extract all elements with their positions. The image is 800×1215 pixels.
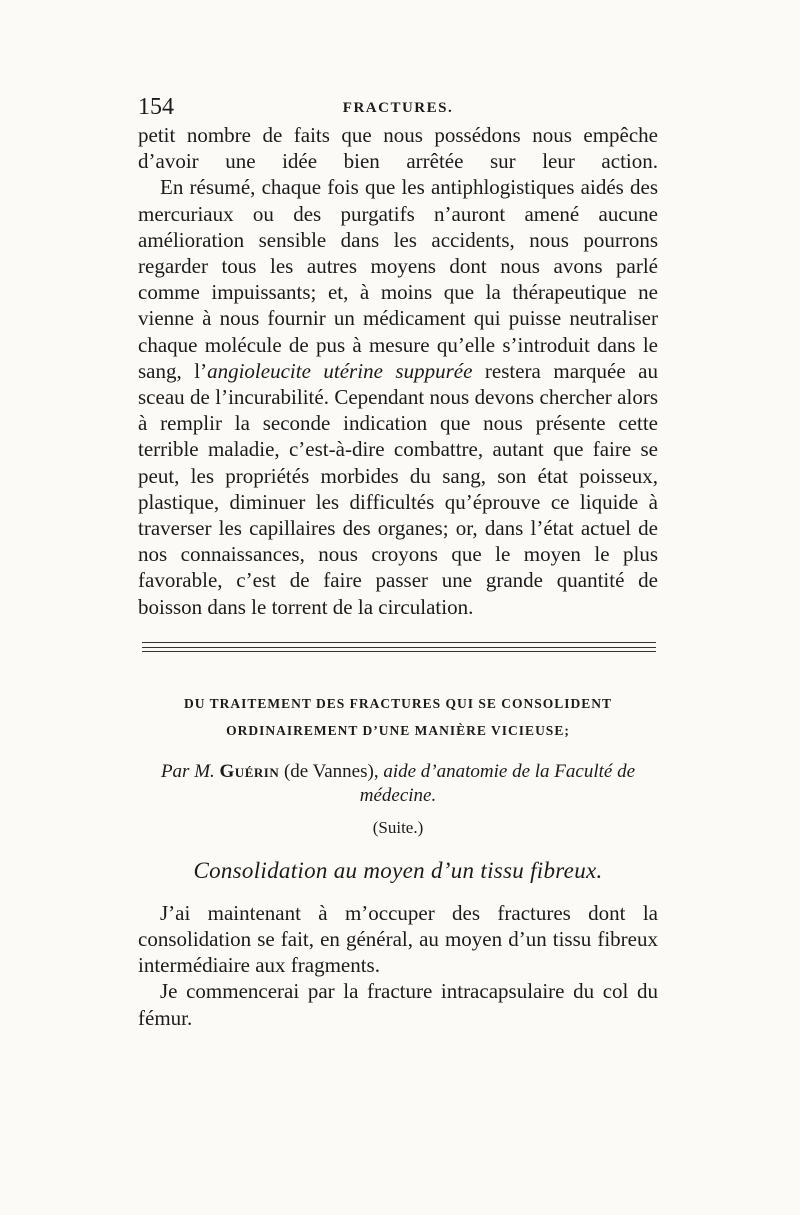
paragraph-summary-italic: angioleucite utérine suppurée [207, 358, 473, 383]
running-title: FRACTURES. [342, 100, 454, 116]
page-number: 154 [138, 94, 174, 120]
article-title-line-2: ORDINAIREMENT D’UNE MANIÈRE VICIEUSE; [226, 722, 570, 738]
byline-location: (de Vannes), [279, 760, 384, 782]
byline-par: Par M. [160, 760, 220, 782]
byline-role: aide d’anatomie de la Faculté de médecine. [359, 760, 636, 806]
divider-line [142, 651, 656, 652]
paragraph-summary-text-a: En résumé, chaque fois que les antiphlogistiques aidés des mercuriaux ou des purgatifs n’auront amené aucune amélioration sensible dans les accidents, nous pourrons regarder tous les autres moyens dont nous avons parlé comme impuissants; et, à moins que la thérapeutique ne vienne à nous fournir un médicament qui puisse neutraliser chaque molécule de pus à mesure qu’elle s’introduit dans le sang, l’ [138, 175, 658, 383]
section-body [138, 900, 658, 1031]
byline-author: Guérin [219, 760, 280, 782]
book-page [138, 92, 658, 1031]
paragraph-summary [138, 174, 658, 619]
divider-line [142, 642, 656, 643]
paragraph-summary-text-b: restera marquée au sceau de l’incurabilité. Cependant nous devons chercher alors à remplir la seconde indication que nous présente cette terrible maladie, c’est-à-dire combattre, autant que faire se peut, les propriétés morbides du sang, son état poisseux, plastique, diminuer les difficultés qu’éprouve ce liquide à traverser les capillaires des organes; or, dans l’état actuel de nos connaissances, nous croyons que le moyen le plus favorable, c’est de faire passer une grande quantité de boisson dans le torrent de la circulation. [138, 358, 658, 619]
paragraph-continued: petit nombre de faits que nous possédons nous empêche d’avoir une idée bien arrêtée sur leur action. [138, 123, 658, 174]
paragraph-fibrous-intro: J’ai maintenant à m’occuper des fractures dont la consolidation se fait, en général, au moyen d’un tissu fibreux intermédiaire aux fragments. [138, 900, 658, 978]
section-divider [142, 642, 656, 652]
section-heading: Consolidation au moyen d’un tissu fibreux. [193, 857, 603, 883]
divider-line [142, 647, 656, 648]
page-header [138, 92, 658, 122]
continuation-note: (Suite.) [372, 817, 424, 837]
article-byline [138, 760, 658, 808]
paragraph-femur: Je commencerai par la fracture intracapsulaire du col du fémur. [138, 979, 658, 1030]
article-title [138, 690, 658, 744]
article-title-line-1: DU TRAITEMENT DES FRACTURES QUI SE CONSOLIDENT [183, 695, 613, 711]
